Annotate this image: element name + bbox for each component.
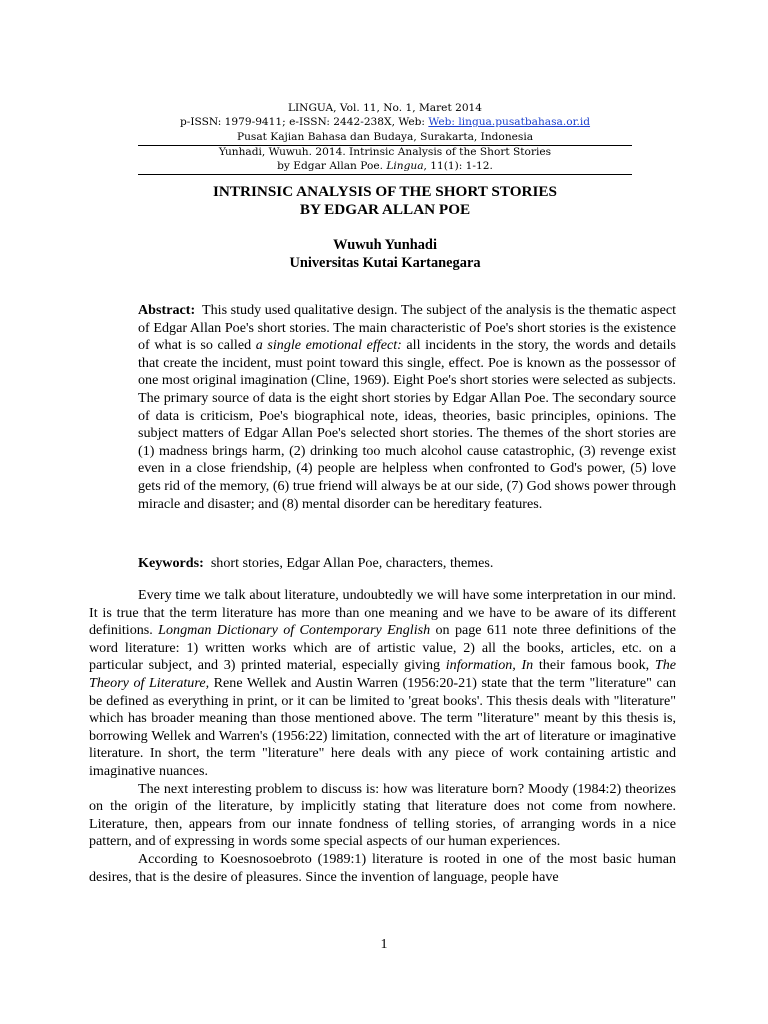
journal-publisher-line: Pusat Kajian Bahasa dan Budaya, Surakarta, Indonesia — [236, 130, 534, 143]
body-paragraph-1: Every time we talk about literature, undoubtedly we will have some interpretation in our mind. It is true that the term literature has more than one meaning and we have to be aware of its different definitions. Longman Dictionary of Contemporary English on page 611 note three definitions of the word literature: 1) written works which are of artistic value, 2) all the books, articles, etc. on a particular subject, and 3) printed material, especially giving information, In their famous book, The Theory of Literature, Rene Wellek and Austin Warren (1956:20-21) state that the term "literature" can be defined as everything in print, or it can be limited to 'great books'. This thesis deals with "literature" which has broader meaning than those mentioned above. The term "literature" meant by this thesis is, borrowing Wellek and Warren's (1956:22) limitation, connected with the art of literature or imaginative literature. In short, the term "literature" here deals with any piece of work containing artistic and imaginative nuances. — [89, 587, 676, 779]
paper-title-line-1: INTRINSIC ANALYSIS OF THE SHORT STORIES — [213, 183, 557, 200]
body-text — [89, 587, 676, 886]
author-block — [138, 236, 632, 272]
keywords-text: short stories, Edgar Allan Poe, characters, themes. — [210, 555, 494, 571]
author-affiliation: Universitas Kutai Kartanegara — [289, 255, 481, 271]
citation-line-2: by Edgar Allan Poe. Lingua, 11(1): 1-12. — [277, 160, 493, 173]
body-paragraph-3: According to Koesnosoebroto (1989:1) literature is rooted in one of the most basic human desires, that is the desire of pleasures. Since the invention of language, people have — [89, 850, 676, 885]
citation-divider — [138, 174, 632, 175]
journal-website-link[interactable]: Web: lingua.pusatbahasa.or.id — [428, 116, 591, 129]
body-paragraph-2: The next interesting problem to discuss is: how was literature born? Moody (1984:2) theorizes on the origin of the literature, by implicitly stating that literature does not come from nowhere. Literature, then, appears from our innate fondness of telling stories, of arranging words in a nice pattern, and of expressing in words some special aspects of our human experiences. — [89, 780, 676, 850]
abstract-emphasis: a single emotional effect: — [255, 337, 402, 354]
paper-title-line-2: BY EDGAR ALLAN POE — [299, 201, 471, 218]
journal-issn-line — [138, 115, 632, 129]
citation-block — [138, 145, 632, 174]
page-number: 1 — [380, 937, 388, 952]
citation-line-1: Yunhadi, Wuwuh. 2014. Intrinsic Analysis of the Short Stories — [218, 146, 552, 158]
keywords-label: Keywords: — [138, 555, 204, 571]
abstract: Abstract: This study used qualitative design. The subject of the analysis is the thematic aspect of Edgar Allan Poe's short stories. The main characteristic of Poe's short stories is the existence of what is so called a single emotional effect: all incidents in the story, the words and details that create the incident, must point toward this single, effect. Poe is known as the possessor of one most original imagination (Cline, 1969). Eight Poe's short stories were selected as subjects. The primary source of data is the eight short stories by Edgar Allan Poe. The secondary source of data is criticism, Poe's biographical note, ideas, theories, basic principles, opinions. The subject matters of Edgar Allan Poe's selected short stories. The themes of the short stories are (1) madness brings harm, (2) drinking too much alcohol cause catastrophic, (3) revenge exist even in a close friendship, (4) people are helpless when confronted to God's power, (5) love gets rid of the memory, (6) true friend will always be at our side, (7) God shows power through miracle and disaster; and (8) mental disorder can be hereditary features. — [138, 302, 676, 512]
journal-volume-line: LINGUA, Vol. 11, No. 1, Maret 2014 — [287, 102, 483, 114]
paper-title — [138, 183, 632, 219]
journal-header — [138, 101, 632, 144]
abstract-label: Abstract: — [138, 302, 196, 318]
journal-name: Lingua — [386, 160, 424, 173]
issn-text: p-ISSN: 1979-9411; e-ISSN: 2442-238X, Web: — [179, 116, 429, 129]
author-name: Wuwuh Yunhadi — [333, 237, 437, 253]
keywords — [138, 555, 676, 573]
